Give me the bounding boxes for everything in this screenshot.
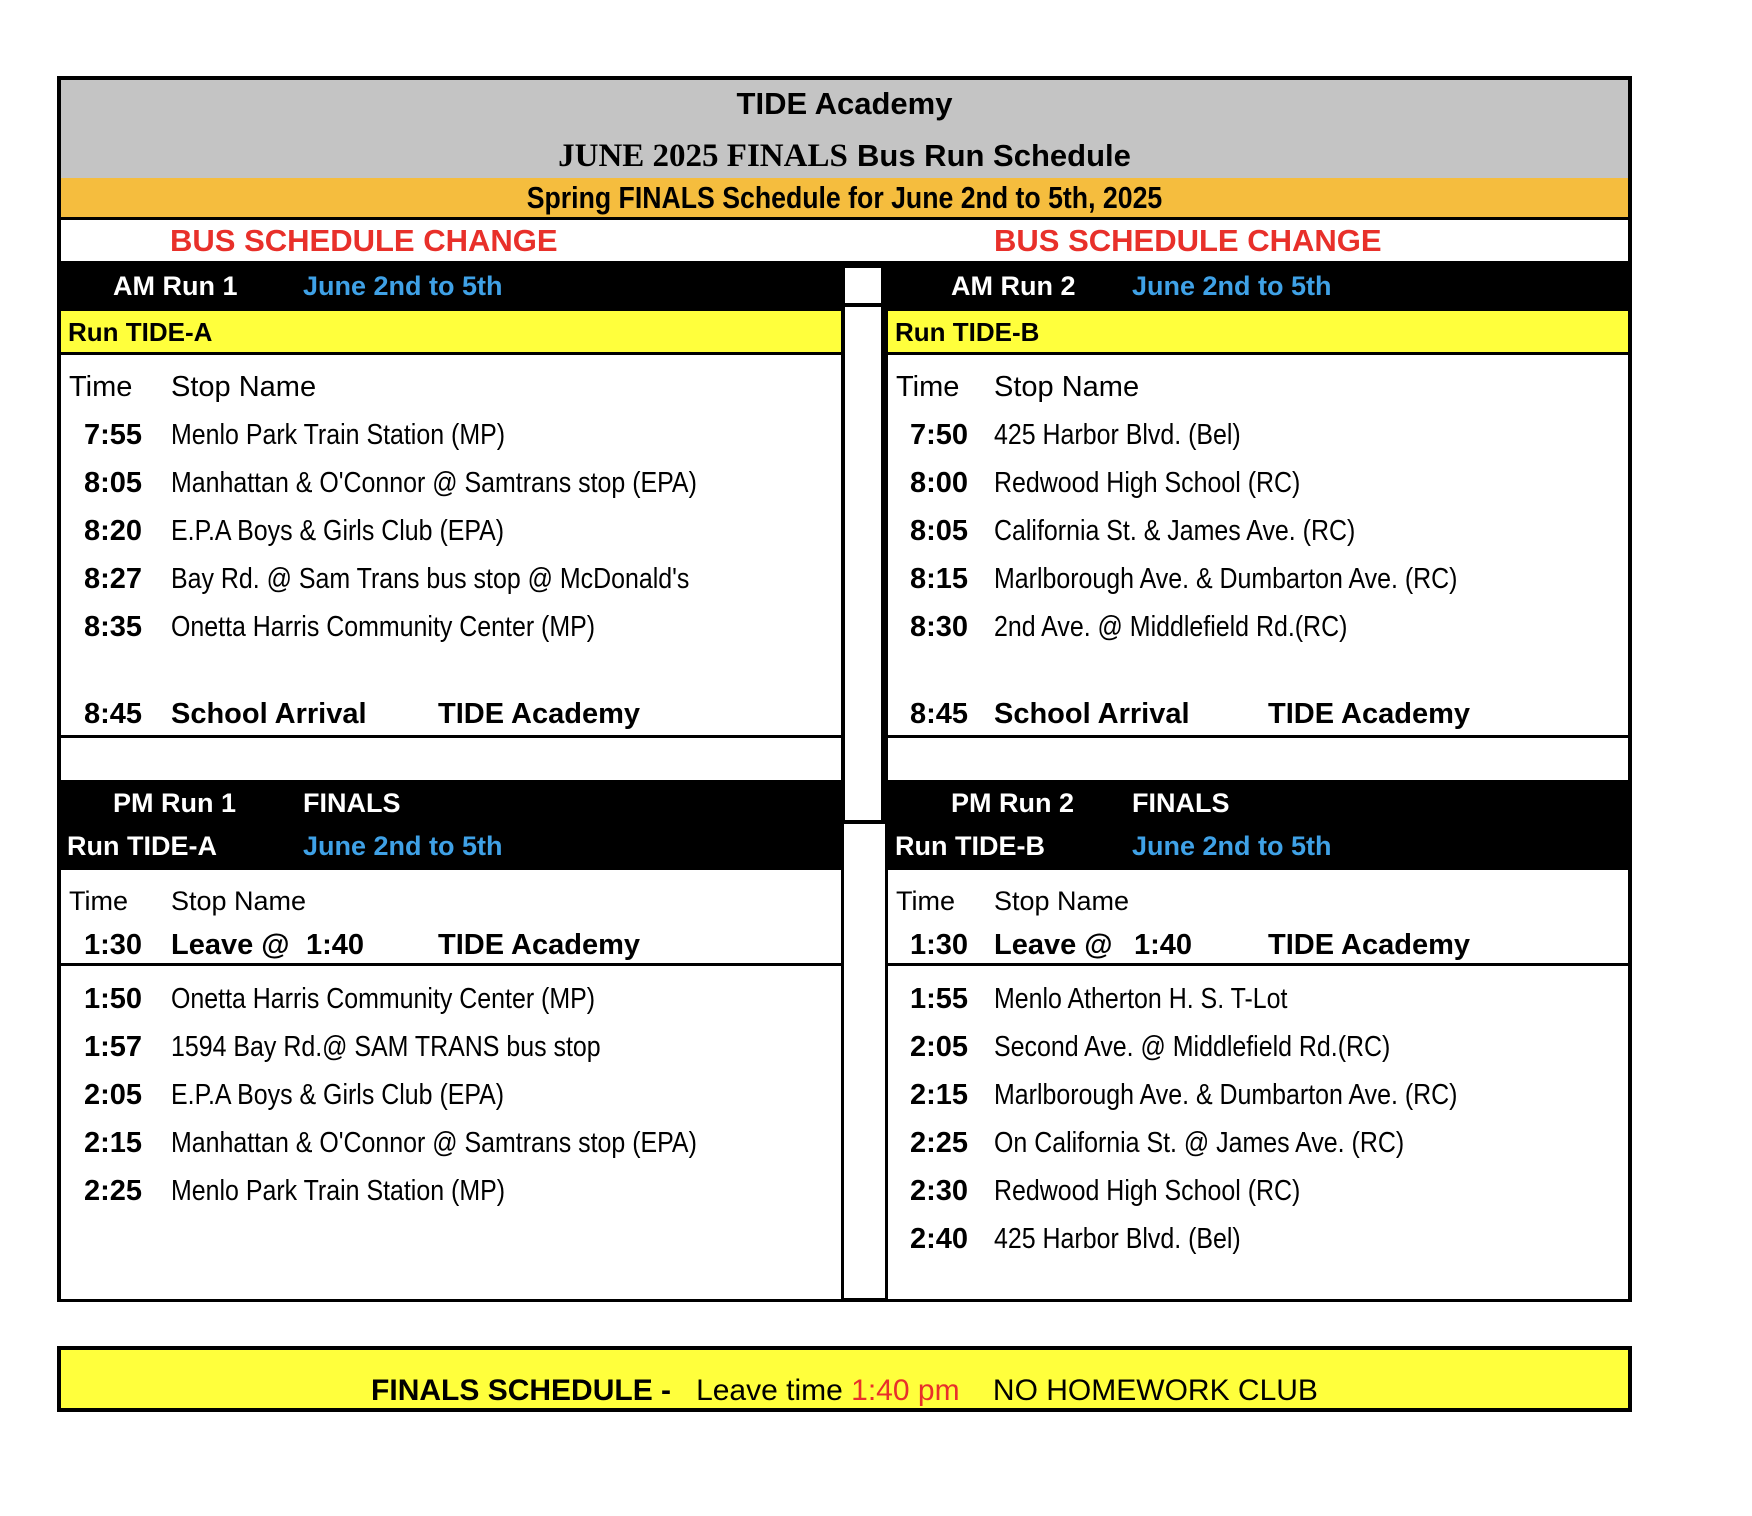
gap-box	[841, 264, 885, 307]
pm-run1-panel: Time Stop Name 1:30 Leave @ 1:40 TIDE Academy 1:50 Onetta Harris Community Center (MP) 1:57 1594 Bay Rd.@ SAM TRANS bus stop 2:05 E.P.A Boys & Girls Club (EPA) 2:15 Manhattan & O'Connor @ Samtrans stop (EPA) 2:25 Menlo Park Train Station (MP)	[58, 870, 844, 1302]
stop-time: 2:25	[84, 1175, 143, 1207]
stop-name: 425 Harbor Blvd. (Bel)	[994, 419, 1241, 451]
stop-time: 2:30	[910, 1175, 969, 1207]
stop-name: Redwood High School (RC)	[994, 1175, 1301, 1207]
footer-banner	[57, 1346, 1632, 1412]
stop-name: E.P.A Boys & Girls Club (EPA)	[171, 1079, 505, 1111]
stop-time: 1:55	[910, 983, 969, 1015]
stop-time: 8:27	[84, 563, 143, 595]
stop-time: 2:40	[910, 1223, 969, 1255]
stop-name: Bay Rd. @ Sam Trans bus stop @ McDonald's	[171, 563, 690, 595]
stop-name: Menlo Atherton H. S. T-Lot	[994, 983, 1288, 1015]
pm-run1-label: PM Run 1	[113, 788, 237, 818]
footer-leave-text: Leave time	[696, 1374, 843, 1407]
pm-run2-header	[885, 780, 1631, 872]
stop-time: 8:35	[84, 611, 143, 643]
stop-time: 8:15	[910, 563, 969, 595]
am-run1-header	[61, 264, 841, 310]
stop-name: 2nd Ave. @ Middlefield Rd.(RC)	[994, 611, 1348, 643]
pm-run2-run: Run TIDE-B	[895, 831, 1045, 861]
stop-name: Manhattan & O'Connor @ Samtrans stop (EPA)	[171, 1127, 697, 1159]
page-title: JUNE 2025 FINALS Bus Run Schedule	[558, 138, 1131, 174]
stop-time: 1:50	[84, 983, 143, 1015]
pm-run1-run: Run TIDE-A	[67, 831, 217, 861]
am-run2-dates: June 2nd to 5th	[1132, 271, 1332, 301]
stop-time: 8:00	[910, 467, 969, 499]
stop-name: Menlo Park Train Station (MP)	[171, 1175, 506, 1207]
stop-time: 1:57	[84, 1031, 143, 1063]
stop-time: 2:15	[910, 1079, 969, 1111]
am-run1-run-bar	[58, 308, 844, 355]
am-run2-header	[885, 264, 1628, 310]
stop-name: Onetta Harris Community Center (MP)	[171, 611, 596, 643]
subtitle: Spring FINALS Schedule for June 2nd to 5th, 2025	[526, 180, 1163, 215]
divider	[888, 963, 1628, 966]
footer-leave-time: 1:40 pm	[851, 1374, 960, 1407]
stop-name: On California St. @ James Ave. (RC)	[994, 1127, 1405, 1159]
stop-time: 2:25	[910, 1127, 969, 1159]
am-run1-label: AM Run 1	[113, 271, 238, 301]
am-run1-run: Run TIDE-A	[68, 317, 213, 347]
header-banner	[61, 80, 1628, 178]
stop-time: 8:05	[84, 467, 143, 499]
stop-time: 2:05	[84, 1079, 143, 1111]
stop-name: 425 Harbor Blvd. (Bel)	[994, 1223, 1241, 1255]
stop-name: Onetta Harris Community Center (MP)	[171, 983, 596, 1015]
am-run2-panel: Time Stop Name 7:50 425 Harbor Blvd. (Bel) 8:00 Redwood High School (RC) 8:05 California St. & James Ave. (RC) 8:15 Marlborough Ave. & Dumbarton Ave. (RC) 8:30 2nd Ave. @ Middlefield Rd.(RC) 8:45 School Arrival TIDE Academy	[885, 352, 1631, 738]
footer-note: NO HOMEWORK CLUB	[992, 1374, 1318, 1407]
pm-run1-finals: FINALS	[303, 788, 401, 818]
pm-run1-header	[58, 780, 844, 872]
am-run2-run: Run TIDE-B	[895, 317, 1040, 347]
subtitle-banner	[61, 178, 1628, 220]
am-run1-panel: Time Stop Name 7:55 Menlo Park Train Station (MP) 8:05 Manhattan & O'Connor @ Samtrans stop (EPA) 8:20 E.P.A Boys & Girls Club (EPA) 8:27 Bay Rd. @ Sam Trans bus stop @ McDonald's 8:35 Onetta Harris Community Center (MP) 8:45 School Arrival TIDE Academy	[58, 352, 844, 738]
stop-name: Second Ave. @ Middlefield Rd.(RC)	[994, 1031, 1391, 1063]
stop-time: 7:55	[84, 419, 143, 451]
school-name: TIDE Academy	[736, 86, 953, 121]
stop-time: 2:05	[910, 1031, 969, 1063]
stop-name: Redwood High School (RC)	[994, 467, 1301, 499]
stop-name: Marlborough Ave. & Dumbarton Ave. (RC)	[994, 563, 1458, 595]
divider	[841, 820, 885, 824]
stop-time: 8:20	[84, 515, 143, 547]
divider	[61, 963, 841, 966]
spacer	[885, 735, 1631, 781]
am-run1-dates: June 2nd to 5th	[303, 271, 503, 301]
schedule-change-right: BUS SCHEDULE CHANGE	[994, 223, 1382, 258]
stop-time: 7:50	[910, 419, 969, 451]
stop-time: 8:30	[910, 611, 969, 643]
pm-run2-label: PM Run 2	[951, 788, 1075, 818]
pm-run2-dates: June 2nd to 5th	[1132, 831, 1332, 861]
stop-name: 1594 Bay Rd.@ SAM TRANS bus stop	[171, 1031, 601, 1063]
pm-run1-dates: June 2nd to 5th	[303, 831, 503, 861]
stop-name: Menlo Park Train Station (MP)	[171, 419, 506, 451]
stop-name: E.P.A Boys & Girls Club (EPA)	[171, 515, 505, 547]
stop-name: Manhattan & O'Connor @ Samtrans stop (EPA)	[171, 467, 697, 499]
stop-name: California St. & James Ave. (RC)	[994, 515, 1356, 547]
footer-label: FINALS SCHEDULE -	[371, 1374, 672, 1407]
schedule-change-left: BUS SCHEDULE CHANGE	[170, 223, 558, 258]
am-run2-run-bar	[885, 308, 1631, 355]
stop-time: 8:05	[910, 515, 969, 547]
pm-run2-panel: Time Stop Name 1:30 Leave @ 1:40 TIDE Academy 1:55 Menlo Atherton H. S. T-Lot 2:05 Second Ave. @ Middlefield Rd.(RC) 2:15 Marlborough Ave. & Dumbarton Ave. (RC) 2:25 On California St. @ James Ave. (RC) 2:30 Redwood High School (RC) 2:40 425 Harbor Blvd. (Bel)	[885, 870, 1631, 1302]
pm-run2-finals: FINALS	[1132, 788, 1230, 818]
spacer	[58, 735, 844, 781]
stop-name: Marlborough Ave. & Dumbarton Ave. (RC)	[994, 1079, 1458, 1111]
stop-time: 2:15	[84, 1127, 143, 1159]
am-run2-label: AM Run 2	[951, 271, 1076, 301]
